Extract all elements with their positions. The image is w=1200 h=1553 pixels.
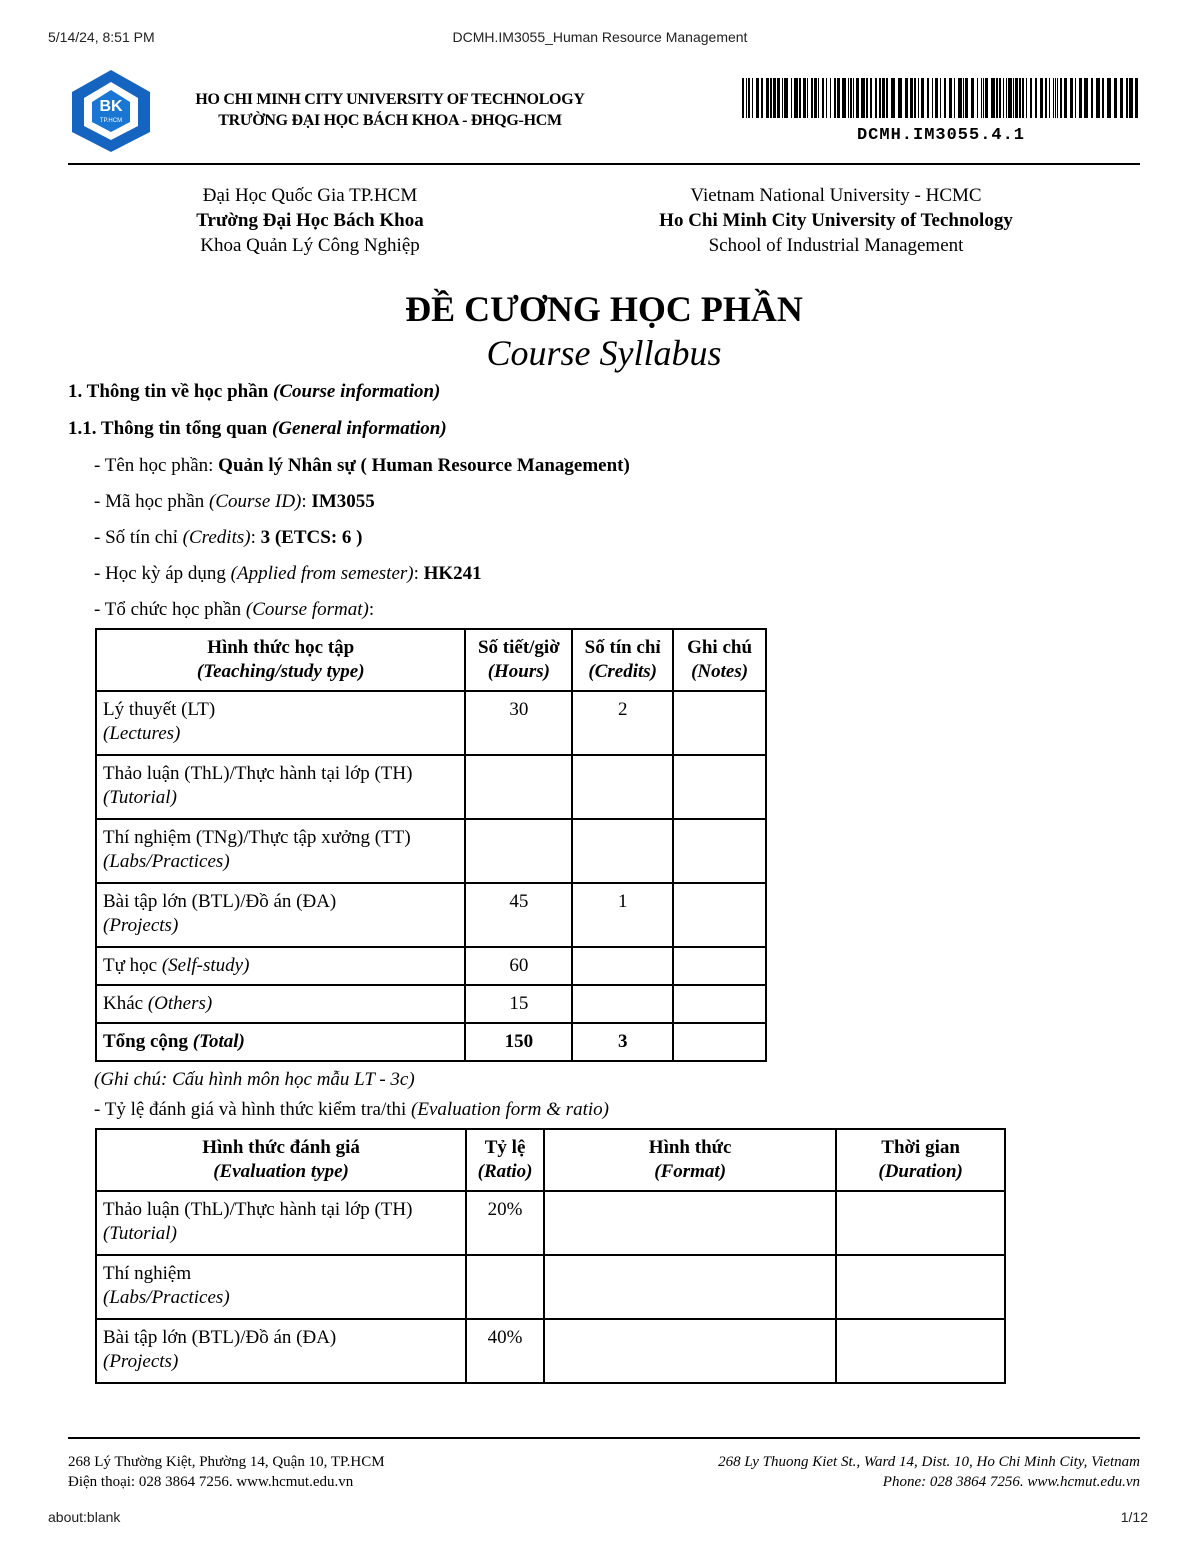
row-type: Bài tập lớn (BTL)/Đồ án (ĐA) (Projects) [96, 883, 465, 947]
header-ratio: Tỷ lệ (Ratio) [466, 1129, 544, 1191]
row-notes [673, 691, 766, 755]
university-logo [66, 68, 156, 154]
syllabus-title-vi: ĐỀ CƯƠNG HỌC PHẦN [405, 289, 803, 329]
row-format [544, 1255, 836, 1319]
row-hours [465, 819, 572, 883]
table-row [96, 985, 766, 1023]
row-type: Thí nghiệm (TNg)/Thực tập xưởng (TT) (Labs/Practices) [96, 819, 465, 883]
en-national-university: Vietnam National University - HCMC [690, 185, 982, 206]
table-row [96, 1191, 1005, 1255]
header-teaching-type: Hình thức học tập (Teaching/study type) [96, 629, 465, 691]
row-hours: 60 [465, 947, 572, 985]
course-name-line: - Tên học phần: Quản lý Nhân sự ( Human Resource Management) [94, 455, 630, 476]
total-notes [673, 1023, 766, 1061]
vi-national-university: Đại Học Quốc Gia TP.HCM [202, 185, 418, 206]
row-hours: 15 [465, 985, 572, 1023]
table-total-row [96, 1023, 766, 1061]
header-duration: Thời gian (Duration) [836, 1129, 1005, 1191]
footer-divider [68, 1437, 1140, 1439]
total-hours: 150 [465, 1023, 572, 1061]
university-name-vi: TRƯỜNG ĐẠI HỌC BÁCH KHOA - ĐHQG-HCM [218, 112, 562, 129]
row-duration [836, 1255, 1005, 1319]
table-header-row [96, 629, 766, 691]
credits-line: - Số tín chỉ (Credits): 3 (ETCS: 6 ) [94, 527, 363, 548]
row-type: Tự học (Self-study) [96, 947, 465, 985]
evaluation-line: - Tỷ lệ đánh giá và hình thức kiểm tra/thi (Evaluation form & ratio) [94, 1099, 609, 1120]
course-format-table [95, 628, 767, 1062]
row-ratio: 20% [466, 1191, 544, 1255]
table-row [96, 1319, 1005, 1383]
row-type: Thí nghiệm (Labs/Practices) [96, 1255, 466, 1319]
vi-institution-block [90, 183, 530, 258]
header-hours: Số tiết/giờ (Hours) [465, 629, 572, 691]
en-institution-block [606, 183, 1066, 258]
row-type: Thảo luận (ThL)/Thực hành tại lớp (TH) (Tutorial) [96, 755, 465, 819]
row-notes [673, 819, 766, 883]
barcode [742, 78, 1140, 118]
table-row [96, 819, 766, 883]
table-row [96, 883, 766, 947]
course-format-line: - Tổ chức học phần (Course format): [94, 599, 375, 620]
row-credits [572, 985, 673, 1023]
header-divider [68, 163, 1140, 165]
header-format: Hình thức (Format) [544, 1129, 836, 1191]
row-type: Lý thuyết (LT) (Lectures) [96, 691, 465, 755]
row-hours: 30 [465, 691, 572, 755]
course-name-value: Quản lý Nhân sự ( Human Resource Management) [218, 455, 630, 476]
row-credits: 2 [572, 691, 673, 755]
row-type: Bài tập lớn (BTL)/Đồ án (ĐA) (Projects) [96, 1319, 466, 1383]
row-type: Khác (Others) [96, 985, 465, 1023]
section-general-information: 1.1. Thông tin tổng quan (General information) [68, 418, 447, 439]
row-notes [673, 985, 766, 1023]
row-credits [572, 819, 673, 883]
row-duration [836, 1319, 1005, 1383]
course-id-line: - Mã học phần (Course ID): IM3055 [94, 491, 375, 512]
row-notes [673, 947, 766, 985]
en-faculty: School of Industrial Management [708, 235, 964, 256]
total-credits: 3 [572, 1023, 673, 1061]
row-credits [572, 947, 673, 985]
university-name-en: HO CHI MINH CITY UNIVERSITY OF TECHNOLOGY [195, 91, 585, 108]
vi-university: Trường Đại Học Bách Khoa [196, 210, 424, 231]
semester-line: - Học kỳ áp dụng (Applied from semester): HK241 [94, 563, 482, 584]
section-course-information: 1. Thông tin về học phần (Course information) [68, 381, 441, 402]
table-row [96, 947, 766, 985]
header-credits: Số tín chỉ (Credits) [572, 629, 673, 691]
row-ratio [466, 1255, 544, 1319]
course-id-value: IM3055 [311, 491, 375, 512]
header-evaluation-type: Hình thức đánh giá (Evaluation type) [96, 1129, 466, 1191]
total-label: Tổng cộng (Total) [96, 1023, 465, 1061]
table-header-row [96, 1129, 1005, 1191]
syllabus-title-en: Course Syllabus [486, 333, 722, 373]
document-code: DCMH.IM3055.4.1 [856, 126, 1026, 145]
table-row [96, 1255, 1005, 1319]
row-duration [836, 1191, 1005, 1255]
footer-address-vi: 268 Lý Thường Kiệt, Phường 14, Quận 10, TP.HCM Điện thoại: 028 3864 7256. www.hcmut.edu.vn [68, 1454, 385, 1490]
table-row [96, 755, 766, 819]
print-page-number: 1/12 [1120, 1509, 1148, 1525]
logo-subtext: TP.HCM [99, 118, 123, 124]
header-notes: Ghi chú (Notes) [673, 629, 766, 691]
row-notes [673, 755, 766, 819]
footer-address-en: 268 Ly Thuong Kiet St., Ward 14, Dist. 10, Ho Chi Minh City, Vietnam Phone: 028 3864 7256. www.hcmut.edu.vn [718, 1454, 1140, 1490]
credits-value: 3 (ETCS: 6 ) [260, 527, 363, 548]
table-row [96, 691, 766, 755]
row-type: Thảo luận (ThL)/Thực hành tại lớp (TH) (Tutorial) [96, 1191, 466, 1255]
config-note: (Ghi chú: Cấu hình môn học mẫu LT - 3c) [94, 1069, 415, 1090]
row-format [544, 1191, 836, 1255]
logo-text: BK [99, 98, 123, 115]
row-hours: 45 [465, 883, 572, 947]
row-credits [572, 755, 673, 819]
semester-value: HK241 [423, 563, 482, 584]
print-url: about:blank [48, 1509, 121, 1525]
row-hours [465, 755, 572, 819]
row-credits: 1 [572, 883, 673, 947]
row-ratio: 40% [466, 1319, 544, 1383]
print-datetime: 5/14/24, 8:51 PM [48, 29, 155, 45]
print-doc-title: DCMH.IM3055_Human Resource Management [452, 29, 748, 45]
vi-faculty: Khoa Quản Lý Công Nghiệp [200, 235, 420, 256]
row-format [544, 1319, 836, 1383]
en-university: Ho Chi Minh City University of Technology [659, 210, 1013, 231]
row-notes [673, 883, 766, 947]
evaluation-table [95, 1128, 1006, 1384]
